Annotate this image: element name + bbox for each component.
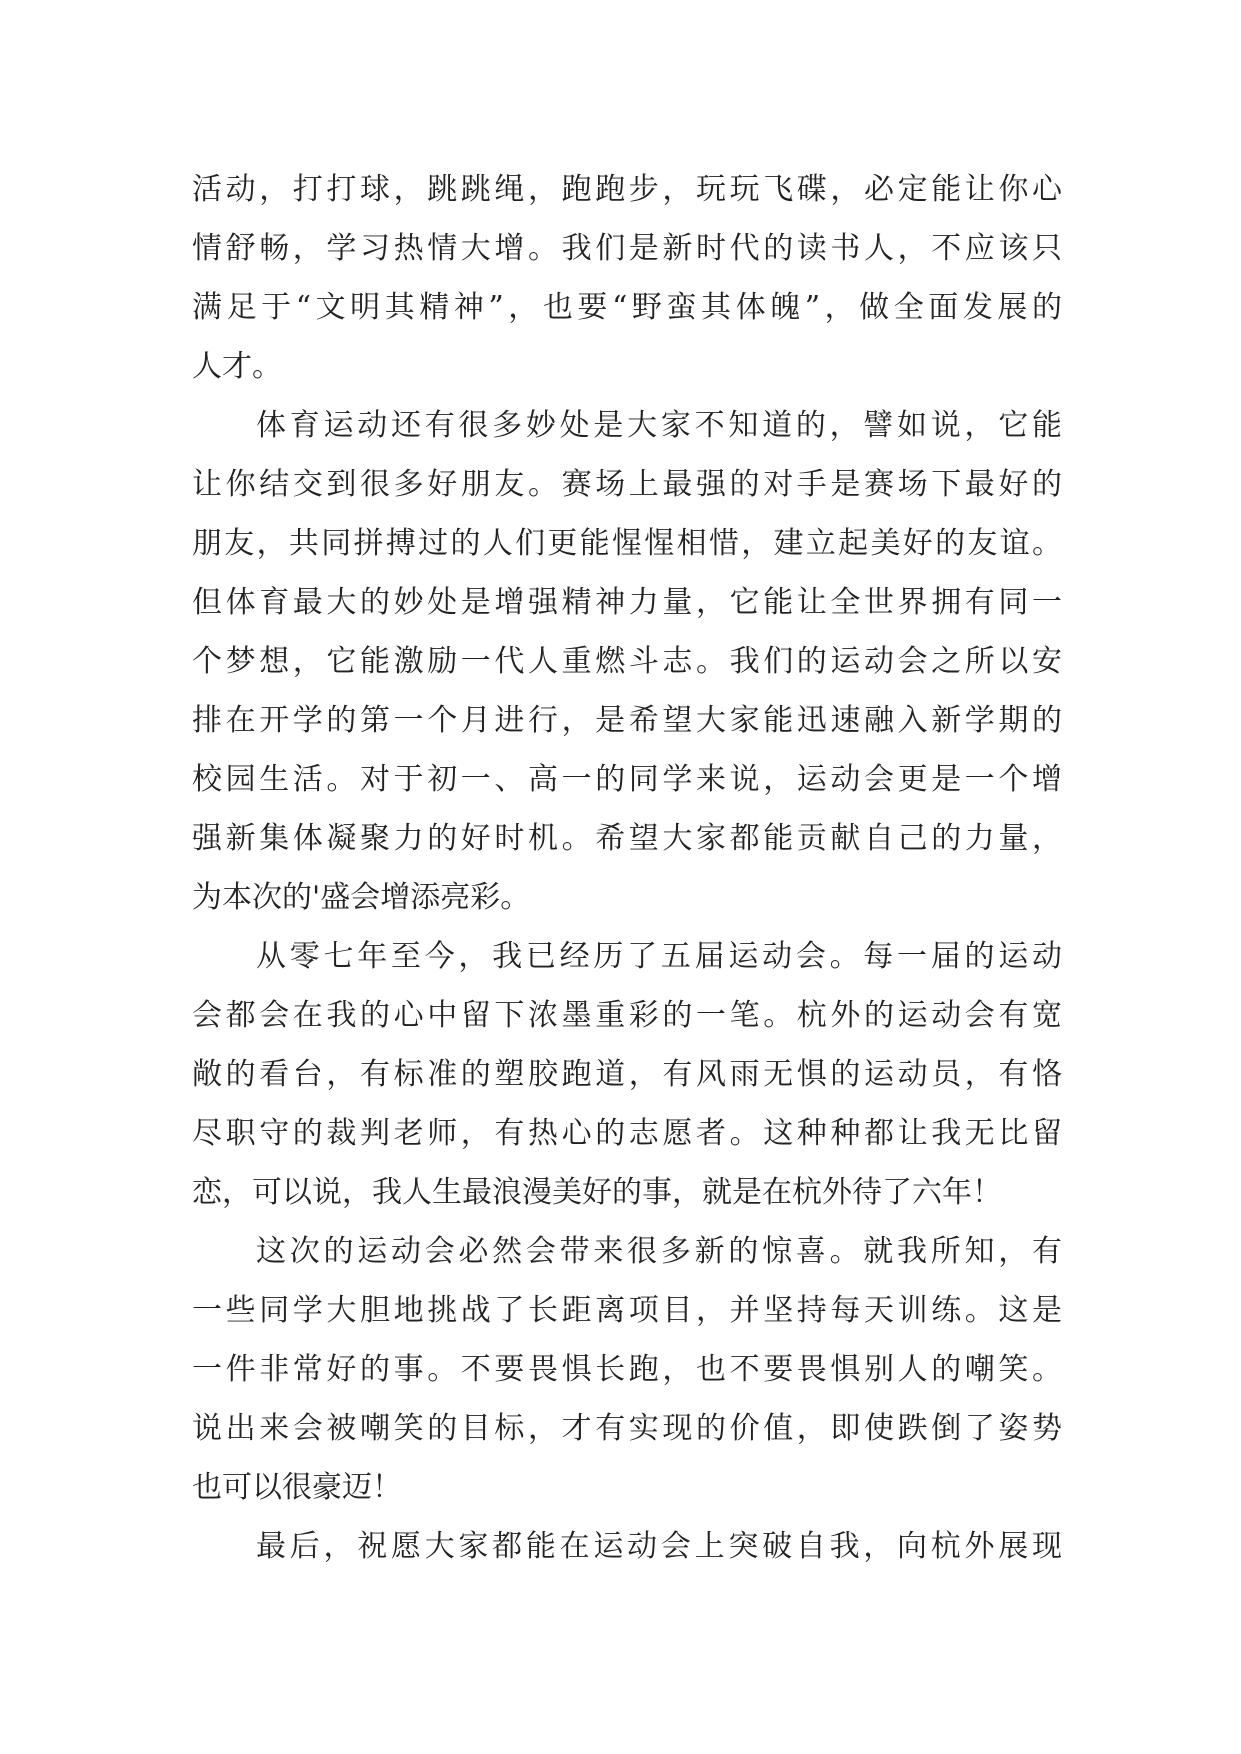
text-line: 但体育最大的妙处是增强精神力量，它能让全世界拥有同一 — [192, 585, 1062, 620]
text-line: 最后，祝愿大家都能在运动会上突破自我，向杭外展现 — [256, 1529, 1062, 1564]
paragraph-5 — [192, 1517, 1062, 1576]
text-line: 个梦想，它能激励一代人重燃斗志。我们的运动会之所以安 — [192, 644, 1062, 679]
text-line: 排在开学的第一个月进行，是希望大家能迅速融入新学期的 — [192, 703, 1062, 738]
paragraph-4 — [192, 1222, 1062, 1517]
text-line: 为本次的'盛会增添亮彩。 — [192, 880, 531, 915]
text-line: 从零七年至今，我已经历了五届运动会。每一届的运动 — [256, 939, 1062, 974]
text-line: 尽职守的裁判老师，有热心的志愿者。这种种都让我无比留 — [192, 1116, 1062, 1151]
text-line: 体育运动还有很多妙处是大家不知道的，譬如说，它能 — [256, 408, 1062, 443]
text-line: 会都会在我的心中留下浓墨重彩的一笔。杭外的运动会有宽 — [192, 998, 1062, 1033]
paragraph-3 — [192, 927, 1062, 1222]
text-line: 强新集体凝聚力的好时机。希望大家都能贡献自己的力量， — [192, 821, 1062, 856]
text-line: 这次的运动会必然会带来很多新的惊喜。就我所知，有 — [256, 1234, 1062, 1269]
body-text — [192, 160, 1062, 1576]
text-line: 活动，打打球，跳跳绳，跑跑步，玩玩飞碟，必定能让你心 — [192, 172, 1062, 207]
text-line: 说出来会被嘲笑的目标，才有实现的价值，即使跌倒了姿势 — [192, 1411, 1062, 1446]
text-line: 一件非常好的事。不要畏惧长跑，也不要畏惧别人的嘲笑。 — [192, 1352, 1062, 1387]
text-line: 校园生活。对于初一、高一的同学来说，运动会更是一个增 — [192, 762, 1062, 797]
text-line: 一些同学大胆地挑战了长距离项目，并坚持每天训练。这是 — [192, 1293, 1062, 1328]
paragraph-2 — [192, 396, 1062, 927]
text-line: 让你结交到很多好朋友。赛场上最强的对手是赛场下最好的 — [192, 467, 1062, 502]
text-line: 敞的看台，有标准的塑胶跑道，有风雨无惧的运动员，有恪 — [192, 1057, 1062, 1092]
text-line: 人才。 — [192, 349, 282, 384]
text-line: 朋友，共同拼搏过的人们更能惺惺相惜，建立起美好的友谊。 — [192, 526, 1062, 561]
text-line: 恋，可以说，我人生最浪漫美好的事，就是在杭外待了六年！ — [192, 1175, 1002, 1210]
text-line: 情舒畅，学习热情大增。我们是新时代的读书人，不应该只 — [192, 231, 1062, 266]
text-line: 也可以很豪迈！ — [192, 1470, 402, 1505]
paragraph-1 — [192, 160, 1062, 396]
text-line: 满足于“文明其精神”，也要“野蛮其体魄”，做全面发展的 — [192, 290, 1062, 325]
